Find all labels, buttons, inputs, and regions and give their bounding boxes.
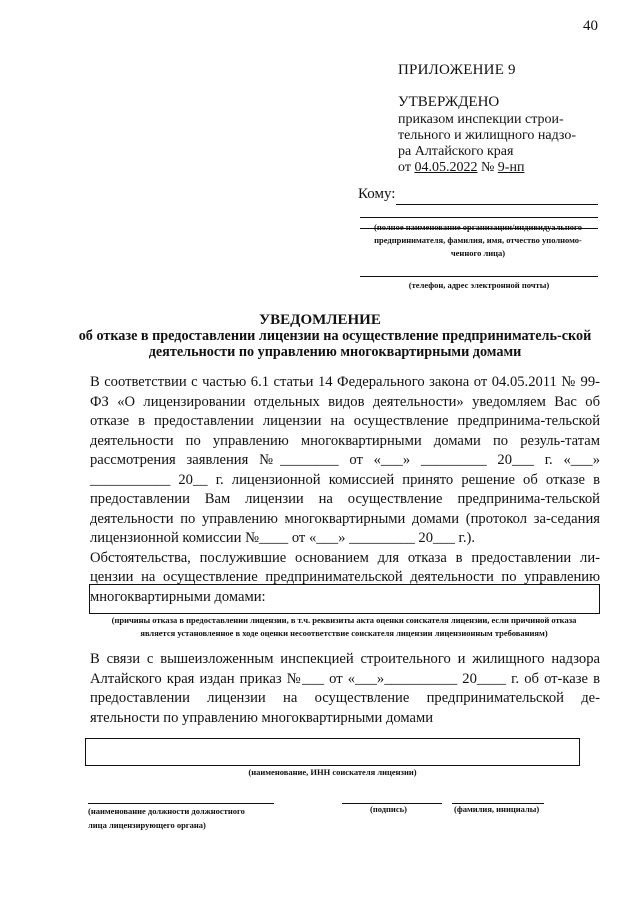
order-line-3: ра Алтайского края xyxy=(398,144,514,159)
appendix-heading: ПРИЛОЖЕНИЕ 9 xyxy=(398,62,516,78)
order-number: 9-нп xyxy=(497,160,525,175)
order-number-prefix: № xyxy=(477,160,498,175)
recipient-caption xyxy=(352,221,604,260)
reasons-caption xyxy=(84,614,604,640)
name-caption: (фамилия, инициалы) xyxy=(454,804,540,814)
approved-heading: УТВЕРЖДЕНО xyxy=(398,94,500,110)
position-caption xyxy=(88,804,308,832)
contacts-line xyxy=(360,276,598,277)
position-caption-line-2: лица лицензирующего органа) xyxy=(88,820,206,830)
document-title: УВЕДОМЛЕНИЕ xyxy=(259,312,381,328)
signature-caption: (подпись) xyxy=(370,804,407,814)
reasons-caption-line-1: (причины отказа в предоставлении лицензии, в т.ч. реквизиты акта оценки соискателя лицензии, если причиной отказа xyxy=(111,615,577,625)
order-date-line xyxy=(398,160,576,176)
recipient-caption-line-2: предпринимателя, фамилия, имя, отчество уполномо- xyxy=(374,235,582,245)
order-line-2: тельного и жилищного надзо- xyxy=(398,128,577,143)
paragraph-2: Обстоятельства, послужившие основанием для отказа в предоставлении ли-цензии на осуществление предпринимательской деятельности по управлению многоквартирными домами: xyxy=(90,549,600,605)
recipient-caption-line-1: (полное наименование организации/индивидуального xyxy=(374,222,582,232)
recipient-line-1 xyxy=(396,204,598,205)
paragraph-3: В связи с вышеизложенным инспекцией строительного и жилищного надзора Алтайского края издан приказ №___ от «___»__________ 20____ г. об от-казе в предоставлении лицензии на осуществление предпринимательской де-ятельности по управлению многоквартирными домами xyxy=(90,651,600,726)
contacts-caption: (телефон, адрес электронной почты) xyxy=(408,280,550,290)
reasons-box xyxy=(89,584,600,614)
paragraph-1: В соответствии с частью 6.1 статьи 14 Федерального закона от 04.05.2011 № 99-ФЗ «О лицензировании отдельных видов деятельности» уведомляем Вас об отказе в предоставлении лицензии на осуществление предпринима-тельской деятельности по управлению многоквартирными домами по резуль-татам рассмотрения заявления №________ от «___» _________ 20___ г. «___» ___________ 20__ г. лицензионной комиссией принято решение об отказе в предоставлении Вам лицензии на осуществление предпринима-тельской деятельности по управлению многоквартирными домами (протокол за-седания лицензионной комиссии №____ от «___» _________ 20___ г.). xyxy=(90,374,600,546)
recipient-label: Кому: xyxy=(358,186,396,202)
reasons-caption-line-2: является установленное в ходе оценки несоответствие соискателя лицензии лицензионным требованиям) xyxy=(140,628,548,638)
page-number: 40 xyxy=(583,18,598,34)
order-paragraph xyxy=(90,650,600,728)
applicant-box xyxy=(85,738,580,766)
order-line-1: приказом инспекции строи- xyxy=(398,112,564,127)
recipient-line-2 xyxy=(360,217,598,218)
approval-order xyxy=(398,112,576,176)
position-caption-line-1: (наименование должности должностного xyxy=(88,806,245,816)
order-date-prefix: от xyxy=(398,160,415,175)
order-date: 04.05.2022 xyxy=(414,160,478,175)
notice-body xyxy=(90,373,600,607)
document-subtitle: об отказе в предоставлении лицензии на осуществление предприниматель-ской деятельности по управлению многоквартирными домами xyxy=(78,328,592,360)
applicant-caption: (наименование, ИНН соискателя лицензии) xyxy=(248,767,417,777)
recipient-caption-line-3: ченного лица) xyxy=(450,248,506,258)
